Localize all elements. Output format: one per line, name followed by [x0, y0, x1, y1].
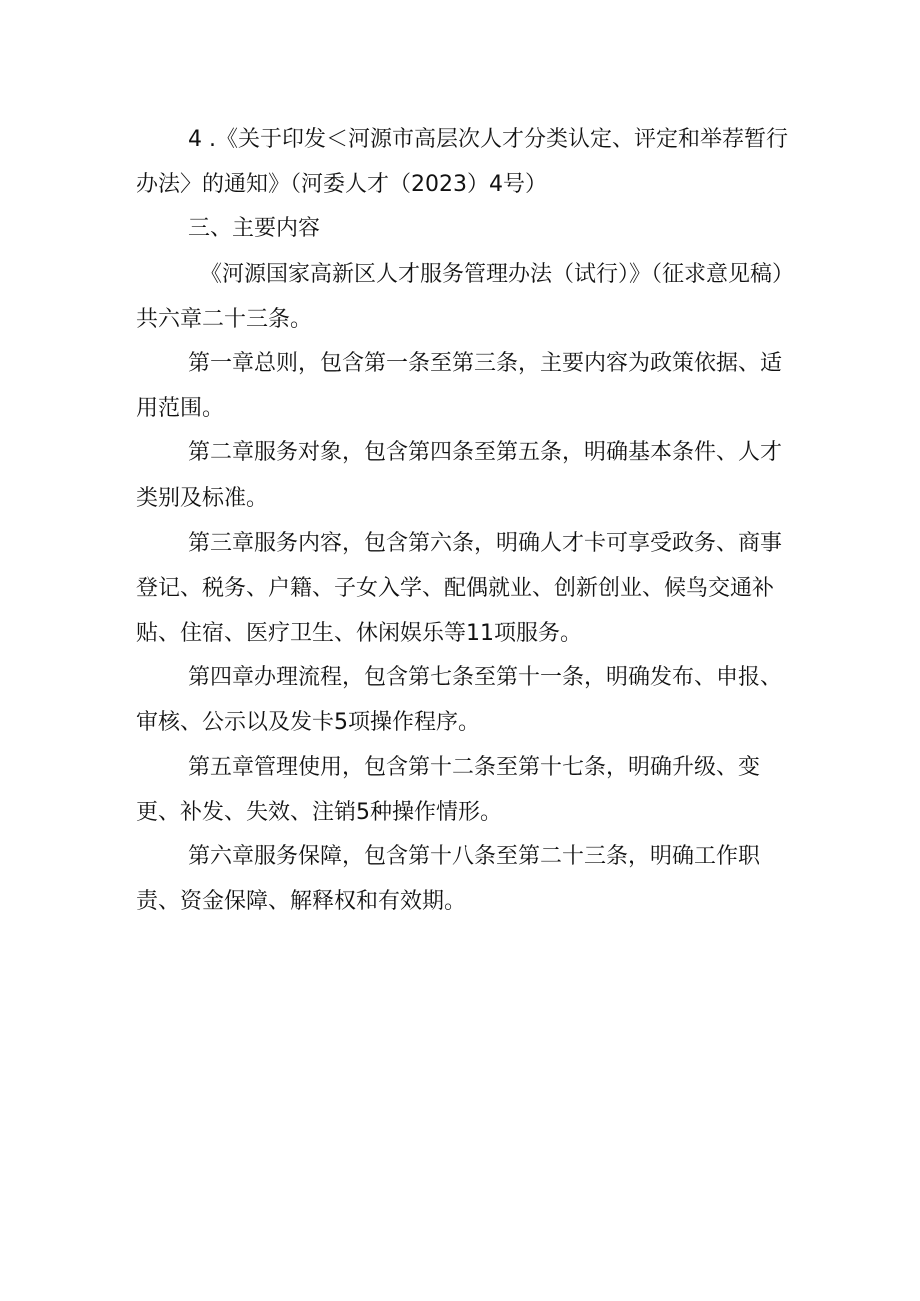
chapter6-line1: 第六章服务保障，包含第十八条至第二十三条，明确工作职 — [188, 844, 761, 869]
chapter1-line1: 第一章总则，包含第一条至第三条，主要内容为政策依据、适 — [188, 351, 783, 376]
chapter4-line2: 审核、公示以及发卡5项操作程序。 — [136, 710, 480, 735]
chapter2-line2: 类别及标准。 — [136, 486, 269, 511]
intro-line2: 共六章二十三条。 — [136, 307, 313, 332]
item4-line2: 办法〉的通知》（河委人才（2023）4号） — [136, 172, 547, 197]
section-heading: 三、主要内容 — [188, 216, 321, 241]
chapter1-line2: 用范围。 — [136, 396, 225, 421]
chapter3-line1: 第三章服务内容，包含第六条，明确人才卡可享受政务、商事 — [188, 531, 783, 556]
chapter4-line1: 第四章办理流程，包含第七条至第十一条，明确发布、申报、 — [188, 665, 783, 690]
chapter5-line1: 第五章管理使用，包含第十二条至第十七条，明确升级、变 — [188, 755, 761, 780]
intro-line1: 《河源国家高新区人才服务管理办法（试行）》（征求意见稿） — [200, 262, 795, 287]
chapter2-line1: 第二章服务对象，包含第四条至第五条，明确基本条件、人才 — [188, 440, 783, 465]
chapter5-line2: 更、补发、失效、注销5种操作情形。 — [136, 800, 502, 825]
item4-line1: 4 .《关于印发＜河源市高层次人才分类认定、评定和举荐暂行 — [188, 127, 788, 152]
chapter3-line2: 登记、税务、户籍、子女入学、配偶就业、创新创业、候鸟交通补 — [136, 576, 775, 601]
chapter6-line2: 责、资金保障、解释权和有效期。 — [136, 889, 467, 914]
chapter3-line3: 贴、住宿、医疗卫生、休闲娱乐等11项服务。 — [136, 621, 582, 646]
